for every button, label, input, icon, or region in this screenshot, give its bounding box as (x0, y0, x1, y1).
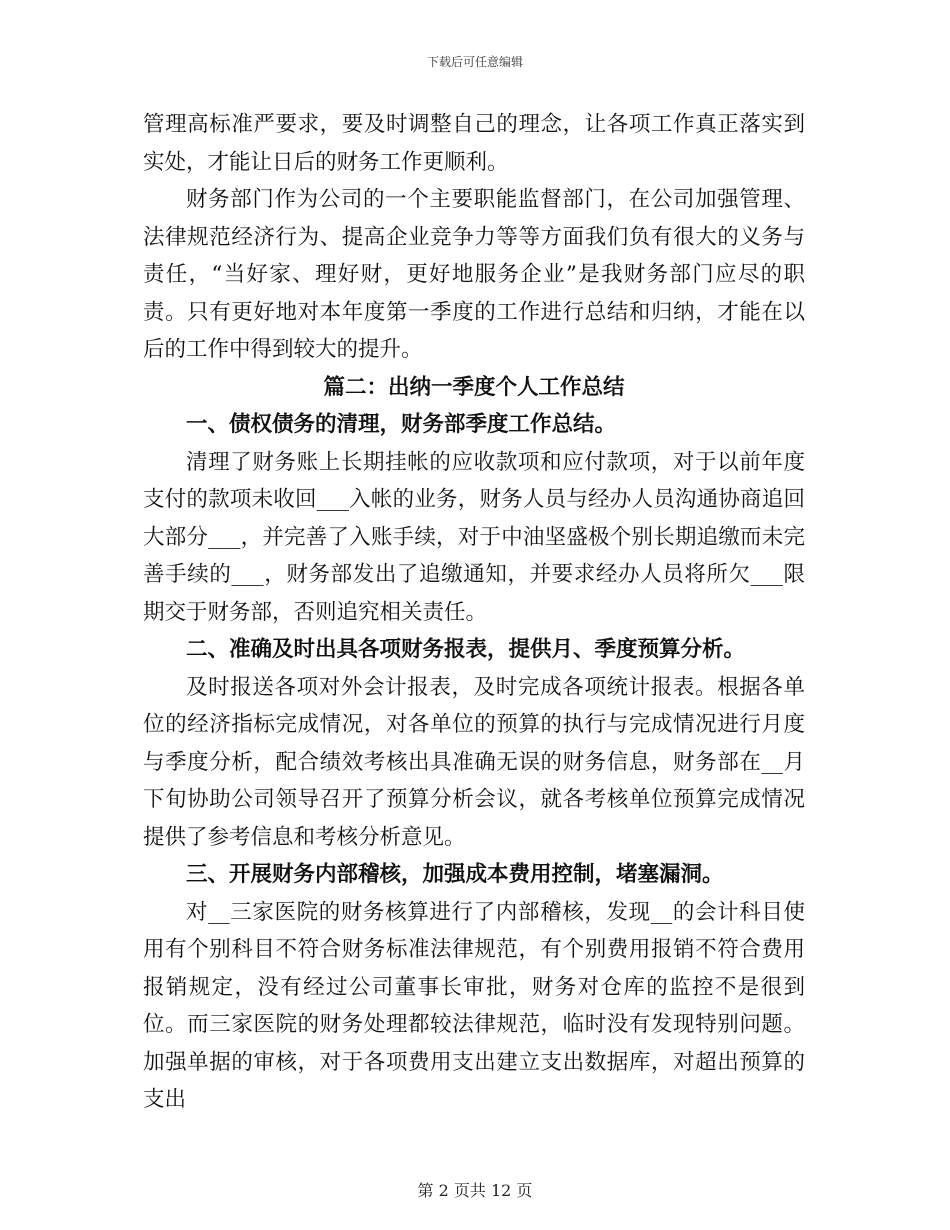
paragraph-debt-cleanup: 清理了财务账上长期挂帐的应收款项和应付款项，对于以前年度支付的款项未收回___入帐的业务，财务人员与经办人员沟通协商追回大部分___，并完善了入账手续，对于中油坚盛极个别长期追缴而未完善手续的___，财务部发出了追缴通知，并要求经办人员将所欠___限期交于财务部，否则追究相关责任。 (143, 449, 805, 625)
heading-reports: 二、准确及时出具各项财务报表，提供月、季度预算分析。 (186, 637, 746, 662)
paragraph-internal-audit: 对__三家医院的财务核算进行了内部稽核，发现__的会计科目使用有个别科目不符合财务标准法律规范，有个别费用报销不符合费用报销规定，没有经过公司董事长审批，财务对仓库的监控不是很到位。而三家医院的财务处理都较法律规范，临时没有发现特别问题。加强单据的审核，对于各项费用支出建立支出数据库，对超出预算的支出 (143, 899, 805, 1112)
page-header: 下载后可任意编辑 (426, 55, 523, 69)
page-footer: 第 2 页共 12 页 (417, 1181, 533, 1200)
paragraph-continuation: 管理高标准严要求，要及时调整自己的理念，让各项工作真正落实到实处，才能让日后的财务工作更顺利。 (143, 112, 805, 175)
section-title: 篇二：出纳一季度个人工作总结 (323, 374, 625, 400)
document-body (143, 106, 805, 1119)
paragraph-reports: 及时报送各项对外会计报表，及时完成各项统计报表。根据各单位的经济指标完成情况，对各单位的预算的执行与完成情况进行月度与季度分析，配合绩效考核出具准确无误的财务信息，财务部在__月下旬协助公司领导召开了预算分析会议，就各考核单位预算完成情况提供了参考信息和考核分析意见。 (143, 674, 805, 850)
heading-internal-audit: 三、开展财务内部稽核，加强成本费用控制，堵塞漏洞。 (186, 862, 724, 887)
heading-debt-cleanup: 一、债权债务的清理，财务部季度工作总结。 (186, 412, 617, 437)
paragraph-finance-role: 财务部门作为公司的一个主要职能监督部门，在公司加强管理、法律规范经济行为、提高企业竞争力等等方面我们负有很大的义务与责任，“当好家、理好财，更好地服务企业”是我财务部门应尽的职责。只有更好地对本年度第一季度的工作进行总结和归纳，才能在以后的工作中得到较大的提升。 (143, 187, 805, 362)
